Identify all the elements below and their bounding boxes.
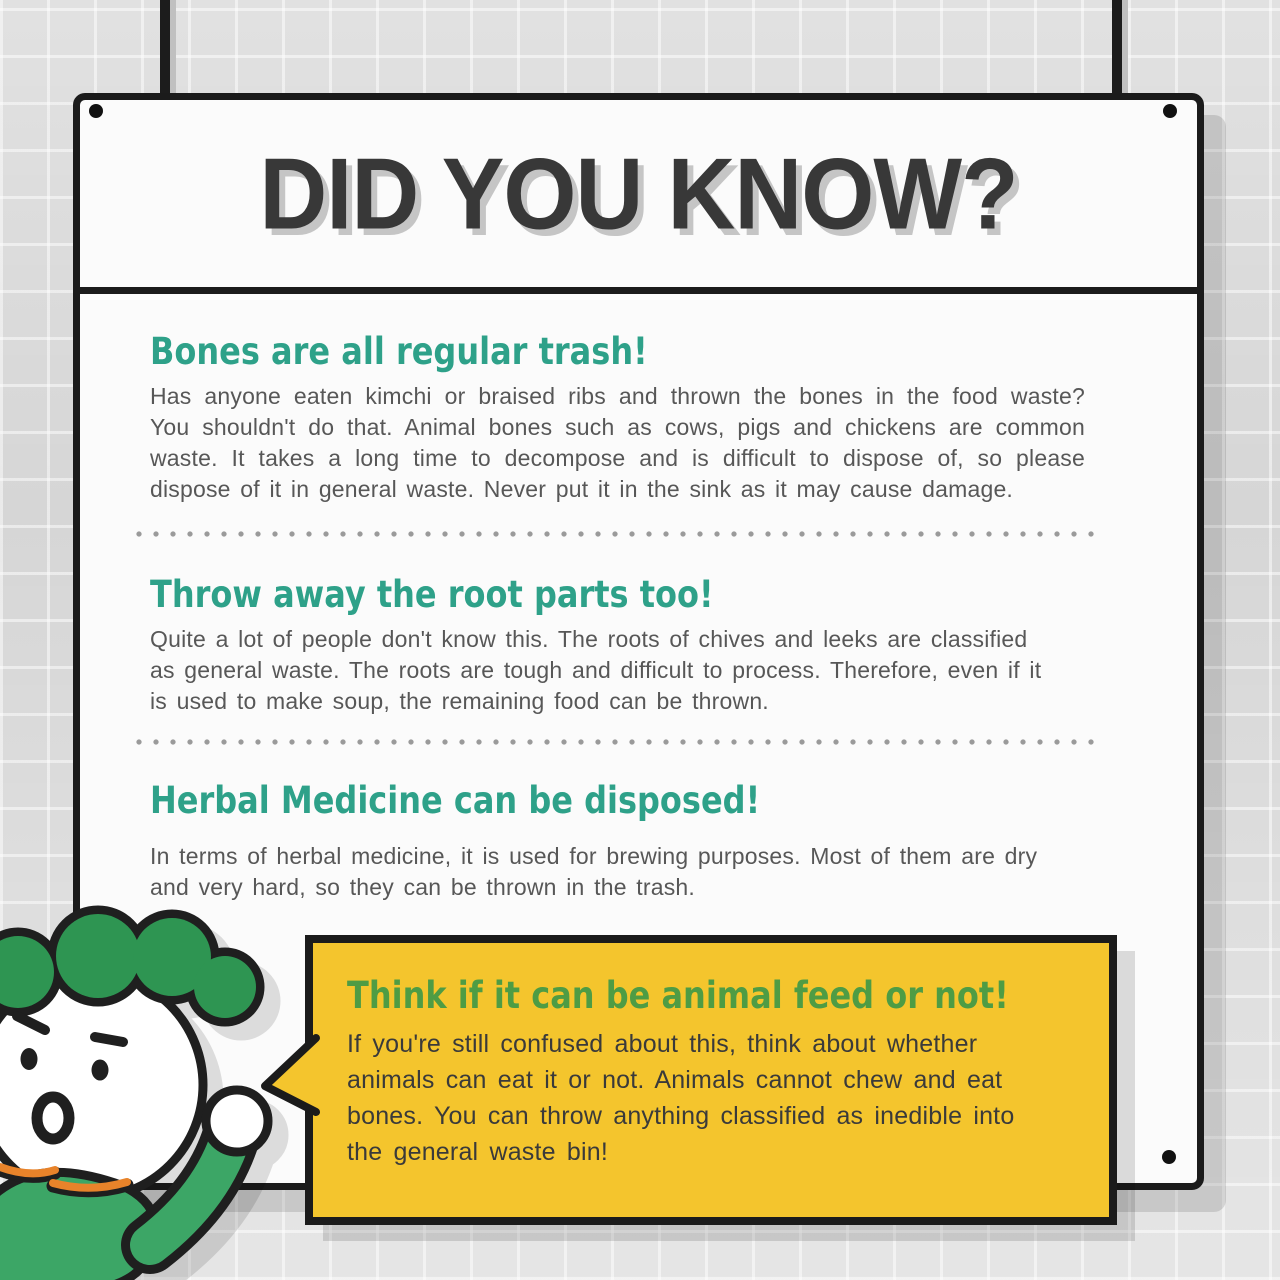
screw-dot-top-left	[89, 104, 103, 118]
speech-bubble	[305, 935, 1117, 1225]
screw-dot-bottom-right	[1162, 1150, 1176, 1164]
header-divider	[80, 287, 1197, 294]
section-heading-bones: Bones are all regular trash!	[150, 328, 648, 374]
speech-bubble-tail	[250, 1028, 330, 1123]
dotted-divider	[136, 739, 1102, 745]
bubble-heading: Think if it can be animal feed or not!	[347, 972, 1009, 1018]
section-heading-herbal: Herbal Medicine can be disposed!	[150, 777, 761, 823]
mascot-left-eye	[21, 1048, 38, 1070]
section-body-roots: Quite a lot of people don't know this. The roots of chives and leeks are classified as general waste. The roots are tough and difficult to process. Therefore, even if it is used to make soup, the remaining food can be thrown.	[150, 625, 1042, 714]
sign-content	[80, 294, 1197, 903]
section-body-bones: Has anyone eaten kimchi or braised ribs and thrown the bones in the food waste? You shouldn't do that. Animal bones such as cows, pigs and chickens are common waste. It takes a long time to decompose and is difficult to dispose of, so please dispose of it in general waste. Never put it in the sink as it may cause damage.	[150, 382, 1085, 502]
screw-dot-top-right	[1163, 104, 1177, 118]
mascot-right-eye	[92, 1060, 109, 1081]
page-title: DID YOU KNOW?	[259, 136, 1018, 250]
dotted-divider	[136, 531, 1102, 537]
mascot-mouth	[37, 1097, 69, 1139]
mascot-right-eyebrow	[95, 1037, 123, 1042]
section-body-herbal: In terms of herbal medicine, it is used for brewing purposes. Most of them are dry and very hard, so they can be thrown in the trash.	[150, 843, 1038, 901]
bubble-body: If you're still confused about this, think about whether animals can eat it or not. Animals cannot chew and eat bones. You can throw anything classified as inedible into the general waste bin!	[347, 1030, 1015, 1167]
section-heading-roots: Throw away the root parts too!	[150, 571, 714, 617]
sign-header	[80, 100, 1197, 287]
mascot-character	[0, 895, 290, 1280]
